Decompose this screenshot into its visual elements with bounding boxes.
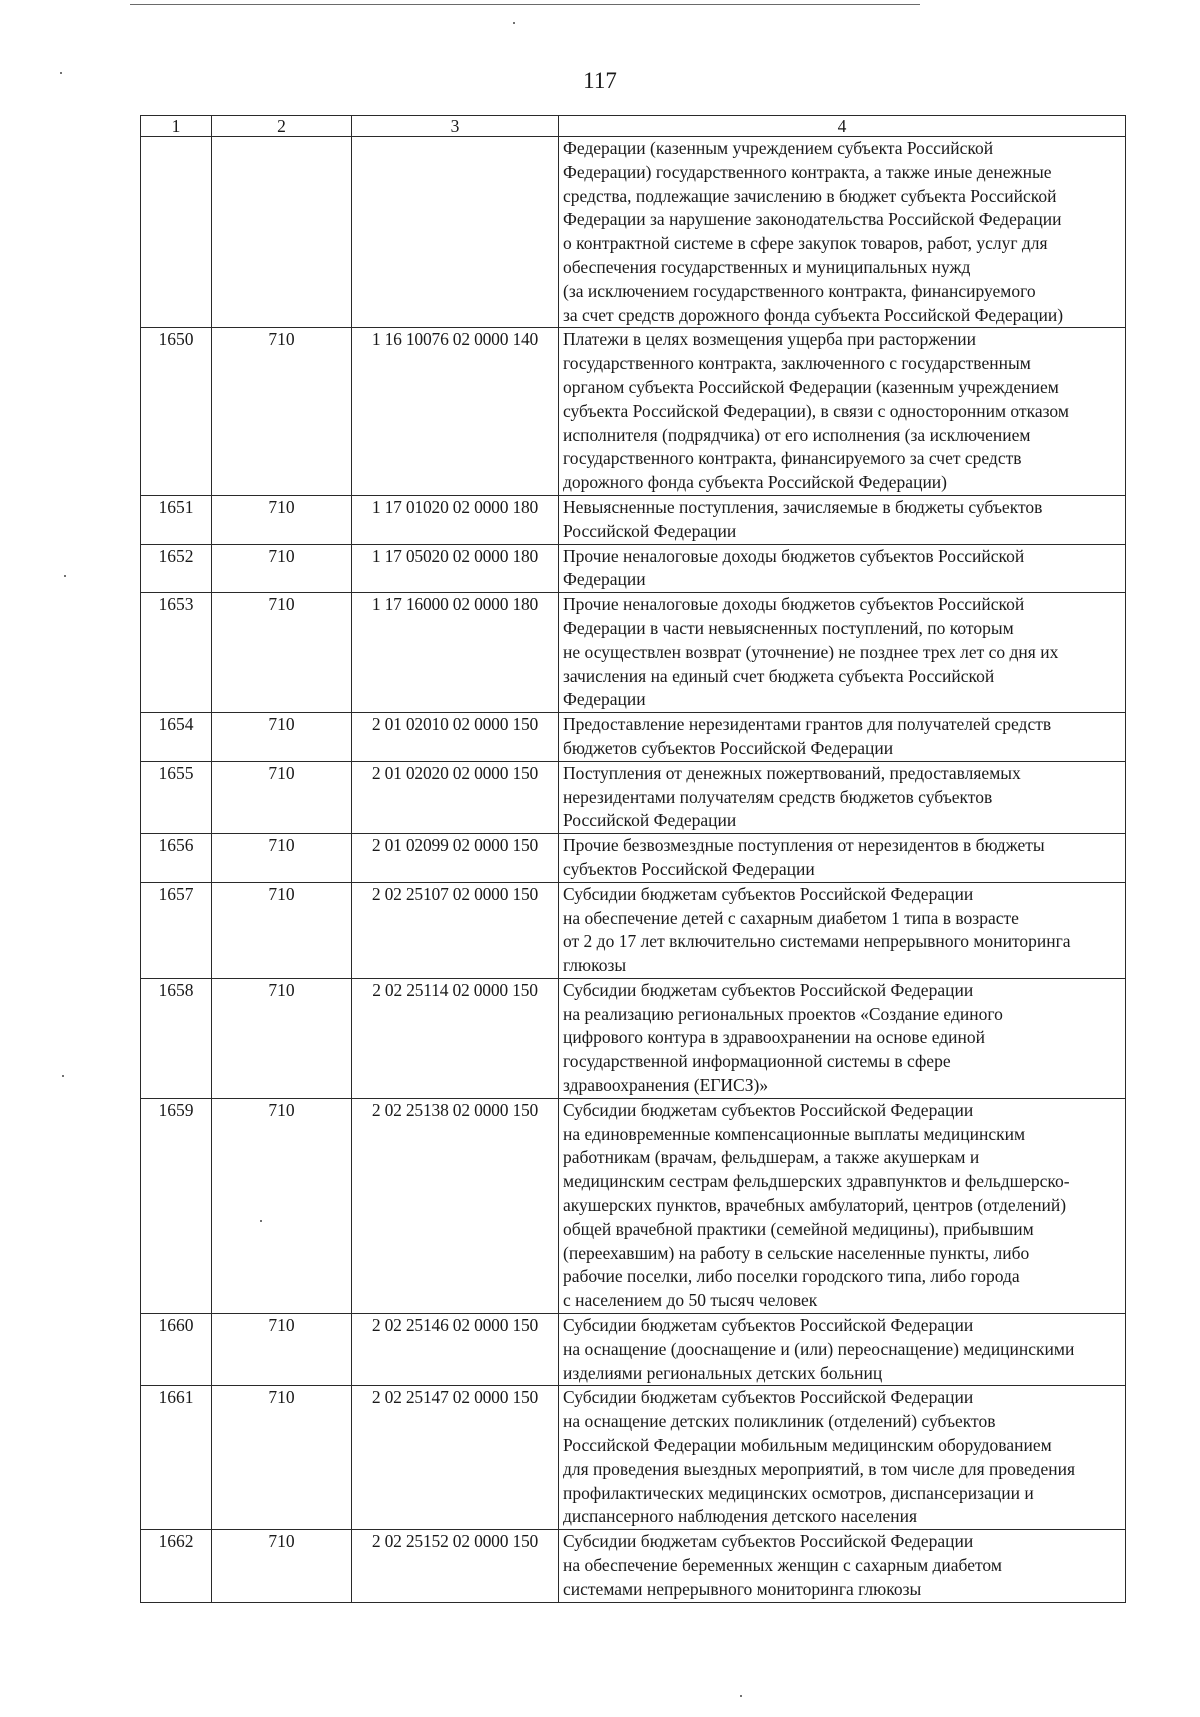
table-row — [141, 495, 1126, 544]
description-line: на реализацию региональных проектов «Создание единого — [563, 1003, 1003, 1024]
description-line: Субсидии бюджетам субъектов Российской Федерации — [563, 979, 974, 1000]
description-cell — [559, 593, 1126, 713]
row-number-cell: 1652 — [141, 544, 212, 593]
description-line: системами непрерывного мониторинга глюкозы — [563, 1578, 922, 1599]
description-line: органом субъекта Российской Федерации (казенным учреждением — [563, 376, 1059, 397]
description-line: средства, подлежащие зачислению в бюджет субъекта Российской — [563, 185, 1057, 206]
revenue-code-cell: 1 17 05020 02 0000 180 — [352, 544, 559, 593]
description-line: Федерации в части невыясненных поступлений, по которым — [563, 617, 1014, 638]
description-line: рабочие поселки, либо поселки городского типа, либо города — [563, 1266, 1020, 1287]
row-number-cell: 1651 — [141, 495, 212, 544]
description-line: субъектов Российской Федерации — [563, 858, 815, 879]
description-line: зачисления на единый счет бюджета субъекта Российской — [563, 665, 995, 686]
description-line: Федерации) государственного контракта, а также иные денежные — [563, 161, 1052, 182]
description-line: Субсидии бюджетам субъектов Российской Федерации — [563, 1531, 974, 1552]
description-line: с населением до 50 тысяч человек — [563, 1290, 818, 1311]
description-line: общей врачебной практики (семейной медицины), прибывшим — [563, 1218, 1034, 1239]
revenue-code-cell: 2 01 02099 02 0000 150 — [352, 834, 559, 883]
table-row — [141, 1314, 1126, 1386]
description-line: Предоставление нерезидентами грантов для получателей средств — [563, 714, 1052, 735]
revenue-code-cell: 2 01 02020 02 0000 150 — [352, 761, 559, 833]
row-number-cell: 1654 — [141, 713, 212, 762]
description-line: Прочие неналоговые доходы бюджетов субъектов Российской — [563, 545, 1025, 566]
description-line: Прочие безвозмездные поступления от нерезидентов в бюджеты — [563, 835, 1045, 856]
description-cell — [559, 713, 1126, 762]
description-line: на единовременные компенсационные выплаты медицинским — [563, 1123, 1026, 1144]
admin-code-cell — [212, 137, 352, 328]
admin-code-cell: 710 — [212, 834, 352, 883]
description-line: от 2 до 17 лет включительно системами непрерывного мониторинга — [563, 931, 1071, 952]
header-col-2: 2 — [212, 116, 352, 137]
description-line: на оснащение детских поликлиник (отделений) субъектов — [563, 1411, 996, 1432]
description-line: Федерации — [563, 689, 646, 710]
description-line: за счет средств дорожного фонда субъекта Российской Федерации) — [563, 304, 1064, 325]
description-line: цифрового контура в здравоохранении на основе единой — [563, 1027, 986, 1048]
description-line: Прочие неналоговые доходы бюджетов субъектов Российской — [563, 594, 1025, 615]
table-row — [141, 978, 1126, 1098]
description-line: Субсидии бюджетам субъектов Российской Федерации — [563, 1099, 974, 1120]
revenue-code-cell: 1 17 01020 02 0000 180 — [352, 495, 559, 544]
table-row — [141, 328, 1126, 496]
row-number-cell: 1662 — [141, 1530, 212, 1602]
description-cell — [559, 1386, 1126, 1530]
description-cell — [559, 882, 1126, 978]
description-line: профилактических медицинских осмотров, диспансеризации и — [563, 1482, 1034, 1503]
admin-code-cell: 710 — [212, 1530, 352, 1602]
description-line: нерезидентами получателям средств бюджетов субъектов — [563, 786, 993, 807]
revenue-code-cell: 2 02 25152 02 0000 150 — [352, 1530, 559, 1602]
scan-speck — [64, 575, 66, 577]
description-line: Федерации — [563, 569, 646, 590]
table-row — [141, 544, 1126, 593]
description-line: государственного контракта, заключенного с государственным — [563, 353, 1031, 374]
admin-code-cell: 710 — [212, 978, 352, 1098]
description-line: о контрактной системе в сфере закупок товаров, работ, услуг для — [563, 233, 1048, 254]
description-cell — [559, 137, 1126, 328]
admin-code-cell: 710 — [212, 495, 352, 544]
description-cell — [559, 978, 1126, 1098]
row-number-cell: 1658 — [141, 978, 212, 1098]
description-line: на обеспечение беременных женщин с сахарным диабетом — [563, 1555, 1002, 1576]
revenue-code-cell: 2 01 02010 02 0000 150 — [352, 713, 559, 762]
description-line: бюджетов субъектов Российской Федерации — [563, 737, 894, 758]
table-row — [141, 1530, 1126, 1602]
page-number: 117 — [583, 68, 617, 93]
description-line: государственного контракта, финансируемого за счет средств — [563, 448, 1022, 469]
description-line: работникам (врачам, фельдшерам, а также акушеркам и — [563, 1147, 980, 1168]
description-line: Невыясненные поступления, зачисляемые в бюджеты субъектов — [563, 496, 1043, 517]
table-body — [141, 137, 1126, 1603]
admin-code-cell: 710 — [212, 544, 352, 593]
description-line: на оснащение (дооснащение и (или) переоснащение) медицинскими — [563, 1338, 1075, 1359]
description-line: Российской Федерации — [563, 810, 737, 831]
header-row — [141, 116, 1126, 137]
admin-code-cell: 710 — [212, 1314, 352, 1386]
description-line: акушерских пунктов, врачебных амбулаторий, центров (отделений) — [563, 1195, 1067, 1216]
description-cell — [559, 834, 1126, 883]
admin-code-cell: 710 — [212, 882, 352, 978]
row-number-cell: 1655 — [141, 761, 212, 833]
description-line: на обеспечение детей с сахарным диабетом 1 типа в возрасте — [563, 907, 1019, 928]
description-cell — [559, 761, 1126, 833]
scan-speck — [513, 22, 515, 24]
description-line: Поступления от денежных пожертвований, предоставляемых — [563, 762, 1021, 783]
description-line: субъекта Российской Федерации), в связи с односторонним отказом — [563, 400, 1069, 421]
table-row — [141, 834, 1126, 883]
table-row-continuation — [141, 137, 1126, 328]
table-row — [141, 761, 1126, 833]
top-rule — [130, 4, 920, 5]
scan-speck — [740, 1695, 742, 1697]
revenue-code-cell: 2 02 25107 02 0000 150 — [352, 882, 559, 978]
description-line: Субсидии бюджетам субъектов Российской Федерации — [563, 1315, 974, 1336]
description-line: обеспечения государственных и муниципальных нужд — [563, 256, 971, 277]
row-number-cell: 1659 — [141, 1098, 212, 1313]
header-col-1: 1 — [141, 116, 212, 137]
scan-speck — [260, 1220, 262, 1222]
revenue-code-cell: 1 16 10076 02 0000 140 — [352, 328, 559, 496]
table-row — [141, 593, 1126, 713]
description-cell — [559, 328, 1126, 496]
description-line: государственной информационной системы в сфере — [563, 1051, 951, 1072]
row-number-cell: 1661 — [141, 1386, 212, 1530]
admin-code-cell: 710 — [212, 761, 352, 833]
description-line: Федерации (казенным учреждением субъекта Российской — [563, 138, 994, 158]
row-number-cell: 1657 — [141, 882, 212, 978]
admin-code-cell: 710 — [212, 713, 352, 762]
revenue-code-cell: 2 02 25114 02 0000 150 — [352, 978, 559, 1098]
description-line: диспансерного наблюдения детского населения — [563, 1506, 918, 1527]
scan-speck — [60, 72, 62, 74]
header-col-4: 4 — [559, 116, 1126, 137]
admin-code-cell: 710 — [212, 1098, 352, 1313]
description-line: Субсидии бюджетам субъектов Российской Федерации — [563, 1387, 974, 1408]
admin-code-cell: 710 — [212, 328, 352, 496]
table-row — [141, 882, 1126, 978]
description-line: здравоохранения (ЕГИСЗ)» — [563, 1075, 769, 1096]
row-number-cell: 1660 — [141, 1314, 212, 1386]
description-line: (за исключением государственного контракта, финансируемого — [563, 280, 1036, 301]
header-col-3: 3 — [352, 116, 559, 137]
description-line: Субсидии бюджетам субъектов Российской Федерации — [563, 883, 974, 904]
row-number-cell: 1653 — [141, 593, 212, 713]
description-cell — [559, 1098, 1126, 1313]
description-line: исполнителя (подрядчика) от его исполнения (за исключением — [563, 424, 1031, 445]
description-line: не осуществлен возврат (уточнение) не позднее трех лет со дня их — [563, 641, 1059, 662]
admin-code-cell: 710 — [212, 593, 352, 713]
description-line: Российской Федерации — [563, 520, 737, 541]
table-row — [141, 1386, 1126, 1530]
description-line: Платежи в целях возмещения ущерба при расторжении — [563, 329, 976, 350]
row-number-cell: 1656 — [141, 834, 212, 883]
description-line: глюкозы — [563, 955, 627, 976]
row-number-cell: 1650 — [141, 328, 212, 496]
description-line: изделиями региональных детских больниц — [563, 1362, 883, 1383]
revenue-code-cell: 2 02 25146 02 0000 150 — [352, 1314, 559, 1386]
description-line: дорожного фонда субъекта Российской Федерации) — [563, 472, 948, 493]
description-line: медицинским сестрам фельдшерских здравпунктов и фельдшерско- — [563, 1171, 1070, 1192]
revenue-code-cell: 2 02 25147 02 0000 150 — [352, 1386, 559, 1530]
revenue-code-cell — [352, 137, 559, 328]
revenue-code-cell: 2 02 25138 02 0000 150 — [352, 1098, 559, 1313]
description-line: для проведения выездных мероприятий, в том числе для проведения — [563, 1458, 1076, 1479]
admin-code-cell: 710 — [212, 1386, 352, 1530]
revenue-code-cell: 1 17 16000 02 0000 180 — [352, 593, 559, 713]
scan-speck — [62, 1075, 64, 1077]
description-cell — [559, 1314, 1126, 1386]
table-row — [141, 1098, 1126, 1313]
description-cell — [559, 1530, 1126, 1602]
description-line: Российской Федерации мобильным медицинским оборудованием — [563, 1435, 1052, 1456]
row-number-cell — [141, 137, 212, 328]
description-line: Федерации за нарушение законодательства Российской Федерации — [563, 209, 1062, 230]
description-line: (переехавшим) на работу в сельские населенные пункты, либо — [563, 1242, 1030, 1263]
revenue-code-table — [140, 115, 1126, 1603]
description-cell — [559, 544, 1126, 593]
description-cell — [559, 495, 1126, 544]
table-row — [141, 713, 1126, 762]
